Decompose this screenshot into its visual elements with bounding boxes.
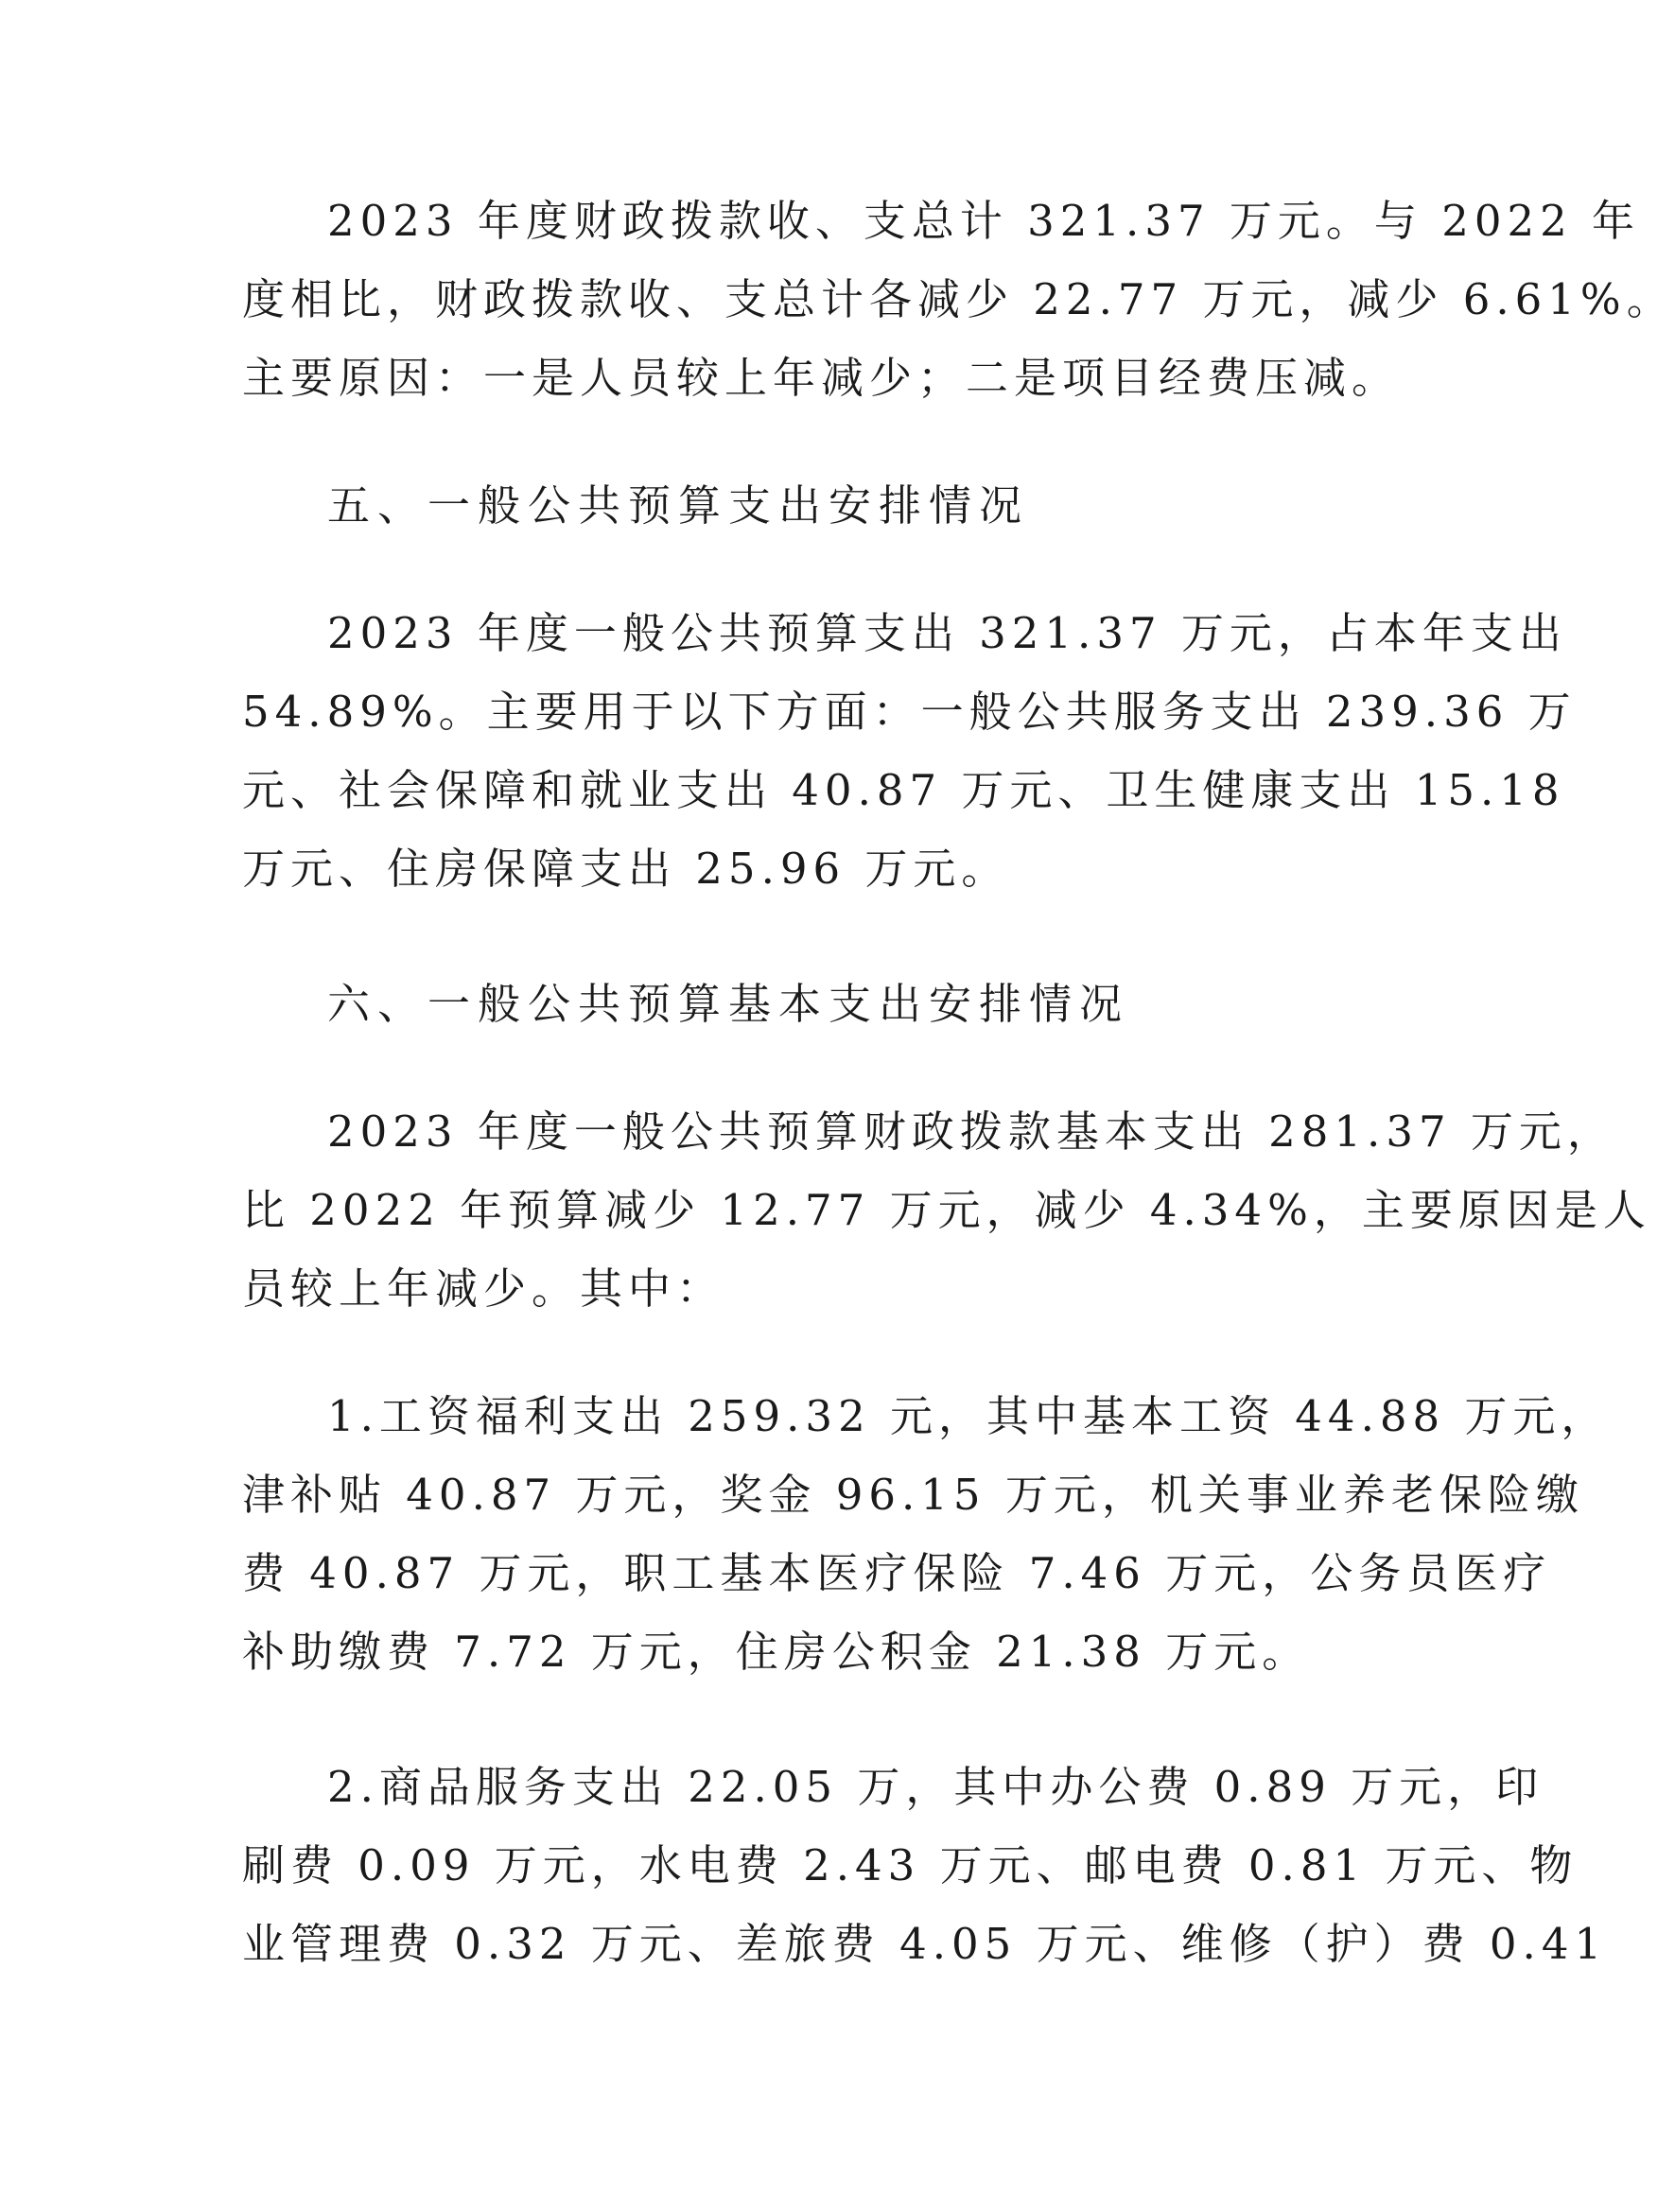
paragraph-line: 补助缴费 7.72 万元，住房公积金 21.38 万元。 (242, 1627, 1311, 1677)
paragraph-line: 业管理费 0.32 万元、差旅费 4.05 万元、维修（护）费 0.41 (242, 1919, 1608, 1969)
paragraph-fiscal-total (242, 182, 1675, 417)
paragraph-line: 1.工资福利支出 259.32 元，其中基本工资 44.88 万元， (327, 1391, 1610, 1441)
paragraph-line: 度相比，财政拨款收、支总计各减少 22.77 万元，减少 6.61%。 (242, 274, 1675, 324)
paragraph-wage-welfare (242, 1377, 1610, 1691)
paragraph-basic-expenditure (242, 1092, 1651, 1328)
paragraph-general-budget-expenditure (242, 594, 1577, 908)
heading-text: 六、一般公共预算基本支出安排情况 (327, 979, 1130, 1029)
paragraph-line: 比 2022 年预算减少 12.77 万元，减少 4.34%，主要原因是人 (242, 1185, 1651, 1235)
paragraph-line: 万元、住房保障支出 25.96 万元。 (242, 844, 1010, 894)
paragraph-line: 员较上年减少。其中： (242, 1263, 725, 1314)
section-heading-6 (242, 965, 1330, 1043)
paragraph-line: 津补贴 40.87 万元，奖金 96.15 万元，机关事业养老保险缴 (242, 1470, 1584, 1520)
paragraph-line: 2.商品服务支出 22.05 万，其中办公费 0.89 万元，印 (327, 1762, 1544, 1812)
paragraph-line: 费 40.87 万元，职工基本医疗保险 7.46 万元，公务员医疗 (242, 1548, 1552, 1598)
heading-text: 五、一般公共预算支出安排情况 (327, 480, 1030, 531)
paragraph-goods-services (242, 1748, 1608, 1983)
paragraph-line: 刷费 0.09 万元，水电费 2.43 万元、邮电费 0.81 万元、物 (242, 1840, 1579, 1890)
paragraph-line: 元、社会保障和就业支出 40.87 万元、卫生健康支出 15.18 (242, 765, 1565, 815)
paragraph-line: 2023 年度一般公共预算财政拨款基本支出 281.37 万元， (327, 1106, 1615, 1157)
paragraph-line: 2023 年度财政拨款收、支总计 321.37 万元。与 2022 年 (327, 196, 1641, 246)
paragraph-line: 2023 年度一般公共预算支出 321.37 万元，占本年支出 (327, 608, 1567, 658)
section-heading-5 (242, 466, 1330, 545)
paragraph-line: 54.89%。主要用于以下方面：一般公共服务支出 239.36 万 (242, 687, 1577, 737)
paragraph-line: 主要原因：一是人员较上年减少；二是项目经费压减。 (242, 353, 1401, 403)
